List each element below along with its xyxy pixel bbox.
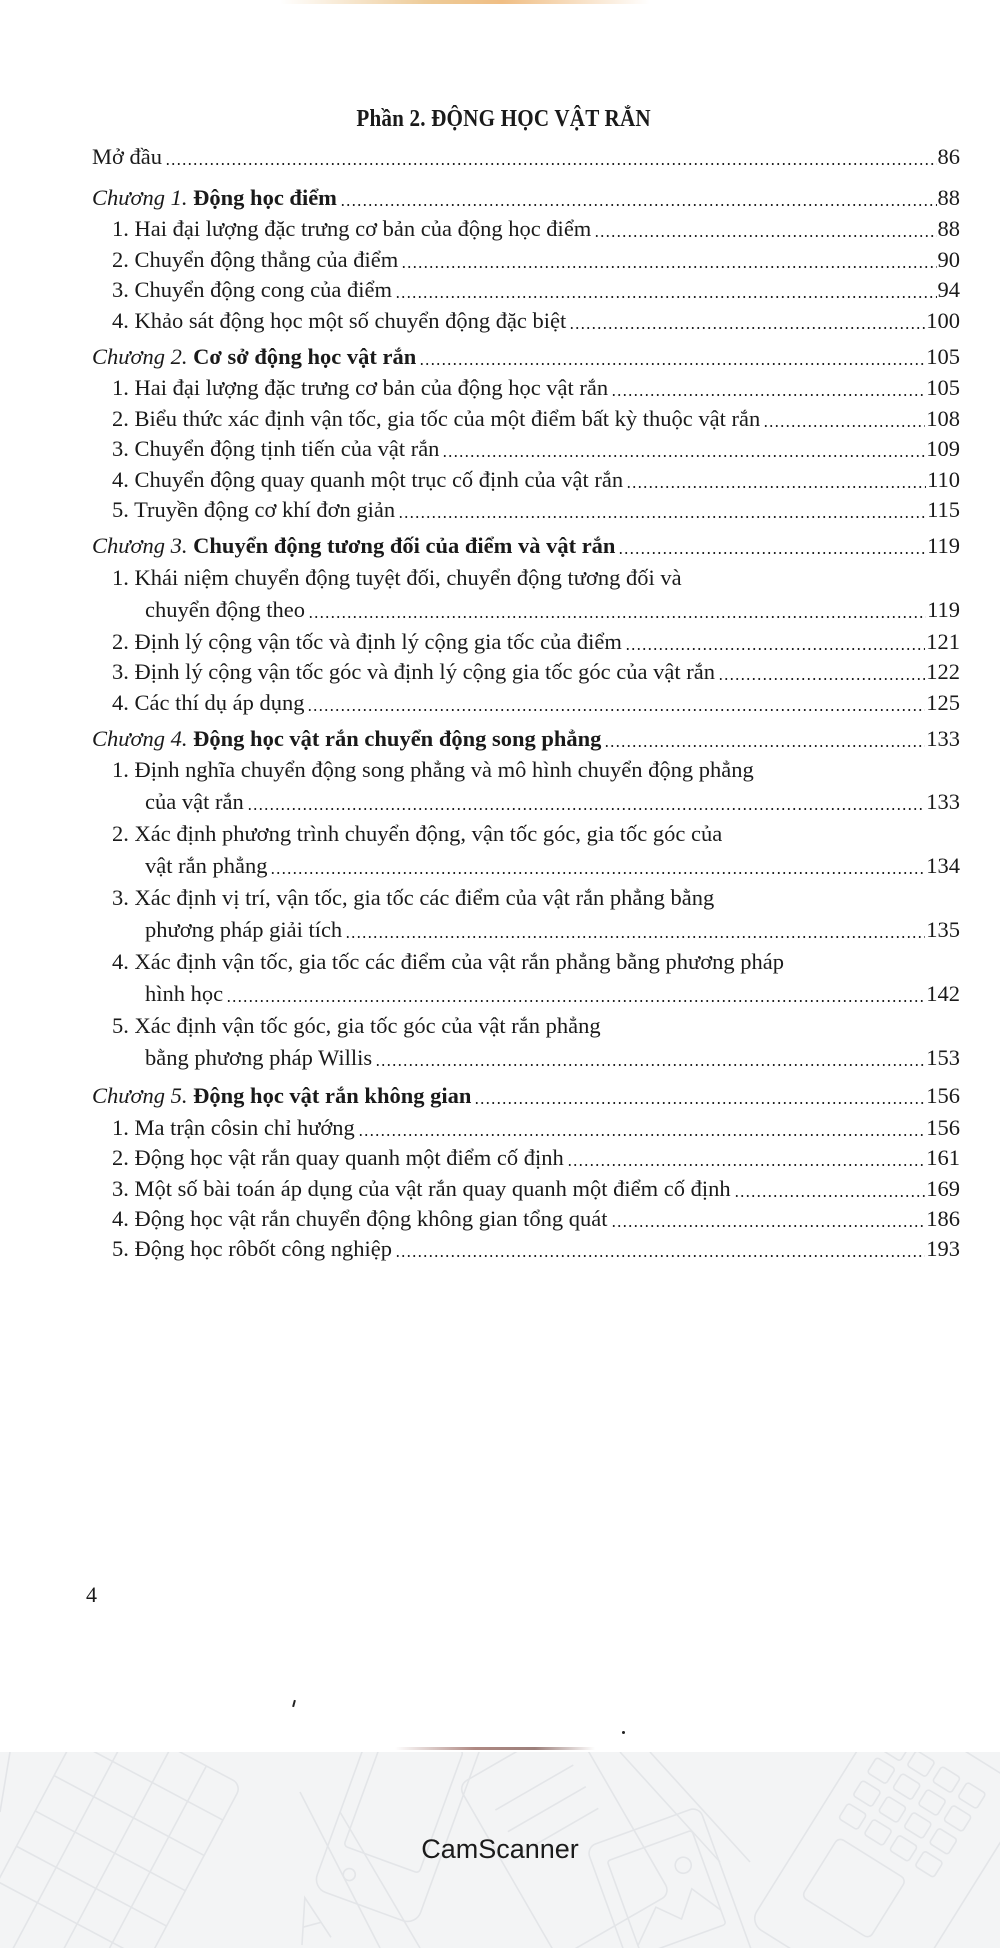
toc-page-number: 109 [926,436,960,462]
chapter-label: Chương 4. [92,726,188,751]
toc-section-title: 2. Xác định phương trình chuyển động, vận tốc góc, gia tốc góc của [112,821,723,847]
dot-leader [270,872,925,874]
dot-leader [474,1102,925,1104]
toc-page-number: 156 [926,1083,960,1109]
toc-section-title: 3. Định lý cộng vận tốc góc và định lý cộng gia tốc góc của vật rắn [112,659,715,685]
toc-page-number: 94 [937,277,960,303]
toc-section-entry [145,595,960,625]
dot-leader [247,808,926,810]
toc-section-title: 4. Xác định vận tốc, gia tốc các điểm của vật rắn phẳng bằng phương pháp [112,949,784,975]
toc-chapter-heading [92,183,960,213]
toc-page-number: 121 [926,628,960,654]
toc-section-entry [112,1234,960,1264]
toc-page-number: 115 [927,497,960,522]
chapter-name: Chuyển động tương đối của điểm và vật rắn [193,533,616,559]
toc-section-entry [145,851,960,881]
toc-section-entry [112,627,960,657]
toc-section-title: 4. Chuyển động quay quanh một trục cố định của vật rắn [112,466,624,492]
dot-leader [395,1255,925,1257]
toc-section-entry [112,563,960,593]
dot-leader [345,936,925,938]
chapter-label: Chương 1. [92,185,188,210]
toc-section-entry [112,883,960,913]
toc-section-title: 1. Khái niệm chuyển động tuyệt đối, chuyển động tương đối và [112,564,682,590]
chapter-name: Động học vật rắn chuyển động song phẳng [193,726,602,751]
dot-leader [401,266,936,268]
toc-section-entry [112,245,960,275]
scan-speck [622,1731,625,1734]
dot-leader [375,1064,925,1066]
toc-chapter-heading [92,531,960,561]
toc-section-title: 3. Một số bài toán áp dụng của vật rắn quay quanh một điểm cố định [112,1175,731,1201]
toc-section-title: 3. Xác định vị trí, vận tốc, gia tốc các điểm của vật rắn phẳng bằng [112,885,715,911]
toc-page-number: 133 [926,726,960,751]
chapter-title [92,724,601,754]
part-title: Phần 2. ĐỘNG HỌC VẬT RẮN [356,106,651,132]
toc-page-number: 86 [937,144,960,169]
chapter-label: Chương 3. [92,533,188,559]
chapter-title [92,183,337,213]
toc-section-title: 4. Các thí dụ áp dụng [112,689,305,715]
dot-leader [340,204,937,206]
toc-section-entry [145,915,960,945]
toc-section-title: chuyển động theo [145,596,305,622]
toc-page-number: 105 [926,375,960,401]
toc-section-title: của vật rắn [145,789,244,815]
toc-section-entry [145,1043,960,1073]
dot-leader [611,1225,926,1227]
toc-section-title: 1. Định nghĩa chuyển động song phẳng và mô hình chuyển động phẳng [112,757,754,783]
dot-leader [358,1134,925,1136]
toc-section-title: 2. Biểu thức xác định vận tốc, gia tốc của một điểm bất kỳ thuộc vật rắn [112,405,761,431]
toc-section-entry [112,465,960,495]
dot-leader [626,486,926,488]
toc-section-entry [112,306,960,336]
dot-leader [165,163,936,165]
toc-section-entry [112,1174,960,1204]
toc-chapter-heading [92,1081,960,1111]
chapter-name: Cơ sở động học vật rắn [193,344,417,369]
dot-leader [395,296,937,298]
toc-section-entry [112,819,960,849]
toc-section-entry [112,1113,960,1143]
toc-page-number: 105 [926,344,960,369]
toc-page-number: 125 [926,689,960,715]
dot-leader [734,1195,926,1197]
page-number: 4 [86,1582,97,1607]
toc-page-number: 88 [937,216,960,242]
toc-page-number: 88 [937,185,960,210]
toc-page-number: 156 [926,1114,960,1140]
toc-section-entry [112,214,960,244]
toc-page-number: 142 [926,981,960,1007]
toc-section-title: 4. Khảo sát động học một số chuyển động đặc biệt [112,307,567,333]
toc-section-entry [145,787,960,817]
toc-section-title: hình học [145,981,224,1007]
toc-section-title: phương pháp giải tích [145,917,343,943]
scan-speck [292,1700,296,1707]
toc-section-entry [112,755,960,785]
toc-section-entry [112,1204,960,1234]
toc-section-entry [112,404,960,434]
toc-page-number: 100 [926,307,960,333]
dot-leader [763,425,925,427]
toc-section-title: 5. Xác định vận tốc góc, gia tốc góc của vật rắn phẳng [112,1013,601,1039]
dot-leader [618,552,926,554]
toc-page-number: 134 [926,853,960,879]
toc-section-title: 5. Động học rôbốt công nghiệp [112,1236,392,1262]
chapter-name: Động học điểm [193,185,337,210]
chapter-name: Động học vật rắn không gian [193,1083,472,1109]
dot-leader [442,455,925,457]
toc-section-title: 1. Ma trận côsin chỉ hướng [112,1114,355,1140]
toc-page-number: 122 [926,659,960,685]
toc-section-entry [112,434,960,464]
toc-page-number: 135 [926,917,960,943]
toc-page-number: 133 [926,789,960,815]
dot-leader [567,1164,925,1166]
toc-page-number: 108 [926,405,960,431]
toc-section-entry [112,275,960,305]
toc-page-number: 90 [937,246,960,272]
toc-page-number: 186 [926,1206,960,1231]
toc-section-entry [112,1011,960,1041]
toc-section-title: 3. Chuyển động cong của điểm [112,277,392,303]
toc-section-entry [112,657,960,687]
chapter-title [92,342,416,372]
toc-page-number: 119 [927,533,960,559]
toc-section-entry [112,1143,960,1173]
dot-leader [604,745,925,747]
watermark-footer [0,1752,1000,1948]
page-edge-artifact [395,1747,595,1750]
toc-section-entry [112,373,960,403]
toc-section-title: 2. Chuyển động thẳng của điểm [112,246,399,272]
toc-page-number: 169 [926,1175,960,1201]
toc-page-number: 119 [927,596,960,622]
toc-section-entry [145,979,960,1009]
toc-page-number: 193 [926,1236,960,1262]
toc-page-number: 161 [926,1145,960,1171]
chapter-title [92,1081,471,1111]
chapter-label: Chương 2. [92,344,188,369]
toc-page-number: 153 [926,1045,960,1071]
toc-section-title: 5. Truyền động cơ khí đơn giản [112,497,396,522]
toc-section-entry [112,495,960,525]
toc-entry-intro [92,142,960,172]
dot-leader [569,327,925,329]
chapter-title [92,531,615,561]
dot-leader [307,709,925,711]
toc-section-entry [112,947,960,977]
toc-entry-title: Mở đầu [92,144,163,169]
camscanner-brand: CamScanner [421,1834,579,1864]
dot-leader [398,516,926,518]
toc-section-title: vật rắn phẳng [145,853,268,879]
toc-chapter-heading [92,342,960,372]
dot-leader [419,363,925,365]
toc-section-title: 4. Động học vật rắn chuyển động không gian tổng quát [112,1206,608,1231]
toc-section-title: 3. Chuyển động tịnh tiến của vật rắn [112,436,440,462]
toc-section-title: 1. Hai đại lượng đặc trưng cơ bản của động học điểm [112,216,592,242]
toc-section-title: 1. Hai đại lượng đặc trưng cơ bản của động học vật rắn [112,375,609,401]
dot-leader [308,616,926,618]
page-edge-artifact [280,0,650,4]
toc-chapter-heading [92,724,960,754]
toc-section-title: 2. Động học vật rắn quay quanh một điểm cố định [112,1145,564,1171]
chapter-label: Chương 5. [92,1083,188,1109]
toc-section-title: bằng phương pháp Willis [145,1045,373,1071]
dot-leader [718,678,925,680]
toc-section-entry [112,688,960,718]
toc-page-number: 110 [927,466,960,492]
dot-leader [226,1000,925,1002]
dot-leader [594,235,936,237]
toc-section-title: 2. Định lý cộng vận tốc và định lý cộng gia tốc của điểm [112,628,622,654]
dot-leader [611,394,925,396]
dot-leader [625,648,925,650]
